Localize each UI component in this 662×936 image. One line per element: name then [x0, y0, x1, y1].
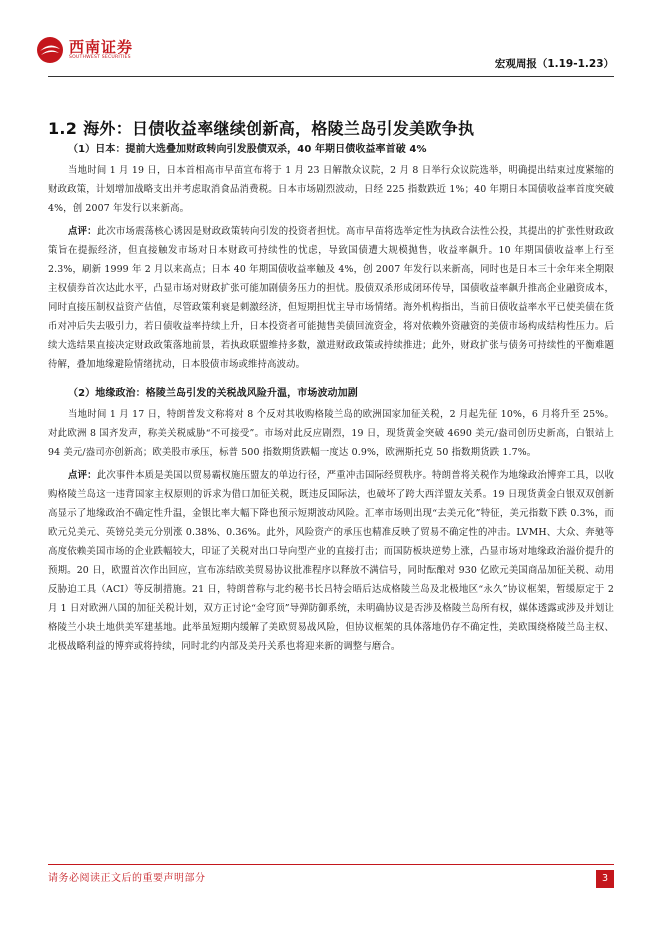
logo-mark-icon — [36, 36, 64, 64]
page-number: 3 — [596, 870, 614, 888]
geo-body: 当地时间 1 月 17 日，特朗普发文称将对 8 个反对其收购格陵兰岛的欧洲国家加征关税，2 月起先征 10%，6 月将升至 25%。对此欧洲 8 国齐发声，称美关税威胁“不可接受”。市场对此反应剧烈，19 日，现货黄金突破 4690 美元/盎司创历史新高，白银站上 94 美元/盎司亦创新高；欧美股市承压，标普 500 指数期货跌幅一度达 0.9%，欧洲斯托克 50 指数期货跌 1.7%。 — [48, 409, 614, 458]
japan-comment — [48, 222, 614, 374]
geo-comment — [48, 466, 614, 656]
footer-notice: 请务必阅读正文后的重要声明部分 — [48, 873, 206, 884]
geo-heading: （2）地缘政治：格陵兰岛引发的关税战风险升温，市场波动加剧 — [68, 388, 358, 399]
japan-body: 当地时间 1 月 19 日，日本首相高市早苗宣布将于 1 月 23 日解散众议院，2 月 8 日举行众议院选举，明确提出结束过度紧缩的财政政策，计划增加战略支出并考虑取消食品消费税。日本市场剧烈波动，日经 225 指数跌近 1%；40 年期日本国债收益率首度突破 4%，创 2007 年发行以来新高。 — [48, 165, 614, 214]
report-tag: 宏观周报（1.19-1.23） — [494, 58, 614, 70]
main-content — [48, 140, 614, 660]
geo-comment-text: 此次事件本质是美国以贸易霸权施压盟友的单边行径，严重冲击国际经贸秩序。特朗普将关税作为地缘政治博弈工具，以收购格陵兰岛这一违背国家主权原则的诉求为借口加征关税，既违反国际法，也破坏了跨大西洋盟友关系。19 日现货黄金白银双双创新高显示了地缘政治不确定性升温，金银比率大幅下降也预示短期波动风险。汇率市场则出现“去美元化”特征，美元指数下跌 0.3%，而欧元兑美元、英镑兑美元分别涨 0.38%、0.36%。此外，风险资产的承压也精准反映了贸易不确定性的冲击。LVMH、大众、奔驰等高度依赖美国市场的企业跌幅较大，印证了关税对出口导向型产业的直接打击；而国防板块逆势上涨，凸显市场对地缘政治溢价提升的预期。20 日，欧盟首次作出回应，宣布冻结欧美贸易协议批准程序以释放不满信号，同时酝酿对 930 亿欧元美国商品加征关税、动用反胁迫工具（ACI）等反制措施。21 日，特朗普称与北约秘书长吕特会晤后达成格陵兰岛及北极地区“永久”协议框架，暂缓原定于 2 月 1 日对欧洲八国的加征关税计划，双方正讨论“金穹顶”导弹防御系统，未明确协议是否涉及格陵兰岛所有权，媒体透露或涉及并划让格陵兰小块土地供美军建基地。此举虽短期内缓解了美欧贸易战风险，但协议框架的具体落地仍存不确定性，美欧围绕格陵兰岛主权、北极战略利益的博弈或将持续，同时北约内部及美丹关系也将迎来新的调整与磨合。 — [48, 470, 615, 652]
logo-english-name: SOUTHWEST SECURITIES — [69, 55, 131, 60]
page-header — [0, 0, 662, 80]
footer-divider — [48, 864, 614, 865]
company-logo — [36, 36, 133, 64]
japan-heading: （1）日本：提前大选叠加财政转向引发股债双杀，40 年期日债收益率首破 4% — [68, 144, 427, 155]
japan-comment-text: 此次市场震荡核心诱因是财政政策转向引发的投资者担忧。高市早苗将选举定性为执政合法性公投，其提出的扩张性财政政策旨在提振经济，但直接触发市场对日本财政可持续性的忧虑，导致国债遭大规模抛售，收益率飙升。10 年期国债收益率上行至 2.3%，刷新 1999 年 2 月以来高点；日本 40 年期国债收益率触及 4%，创 2007 年发行以来新高，同时也是日本三十余年来全期限主权债券首次达此水平，凸显市场对财政扩张可能加剧债务压力的担忧。股债双杀形成闭环传导，国债收益率飙升推高企业融资成本，同时直接压制权益资产估值，尽管政策利衰是刺激经济，但短期担忧主导市场情绪。海外机构指出，当前日债收益率水平已使美债在货币对冲后失去吸引力，若日债收益率持续上升，日本投资者可能抛售美债回流资金，将对依赖外资融资的美债市场构成结构性压力。后续大选结果直接决定财政政策落地前景，若执政联盟维持多数，激进财政政策或持续推进；此外，财政扩张与债务可持续性的平衡难题待解，叠加地缘避险情绪扰动，日本股债市场或维持高波动。 — [48, 226, 615, 370]
logo-name: 西南证券 — [69, 38, 134, 56]
geo-comment-lead: 点评： — [68, 470, 97, 481]
header-divider — [48, 76, 614, 77]
section-title: 1.2 海外：日债收益率继续创新高，格陵兰岛引发美欧争执 — [48, 119, 475, 138]
japan-comment-lead: 点评： — [68, 226, 97, 237]
